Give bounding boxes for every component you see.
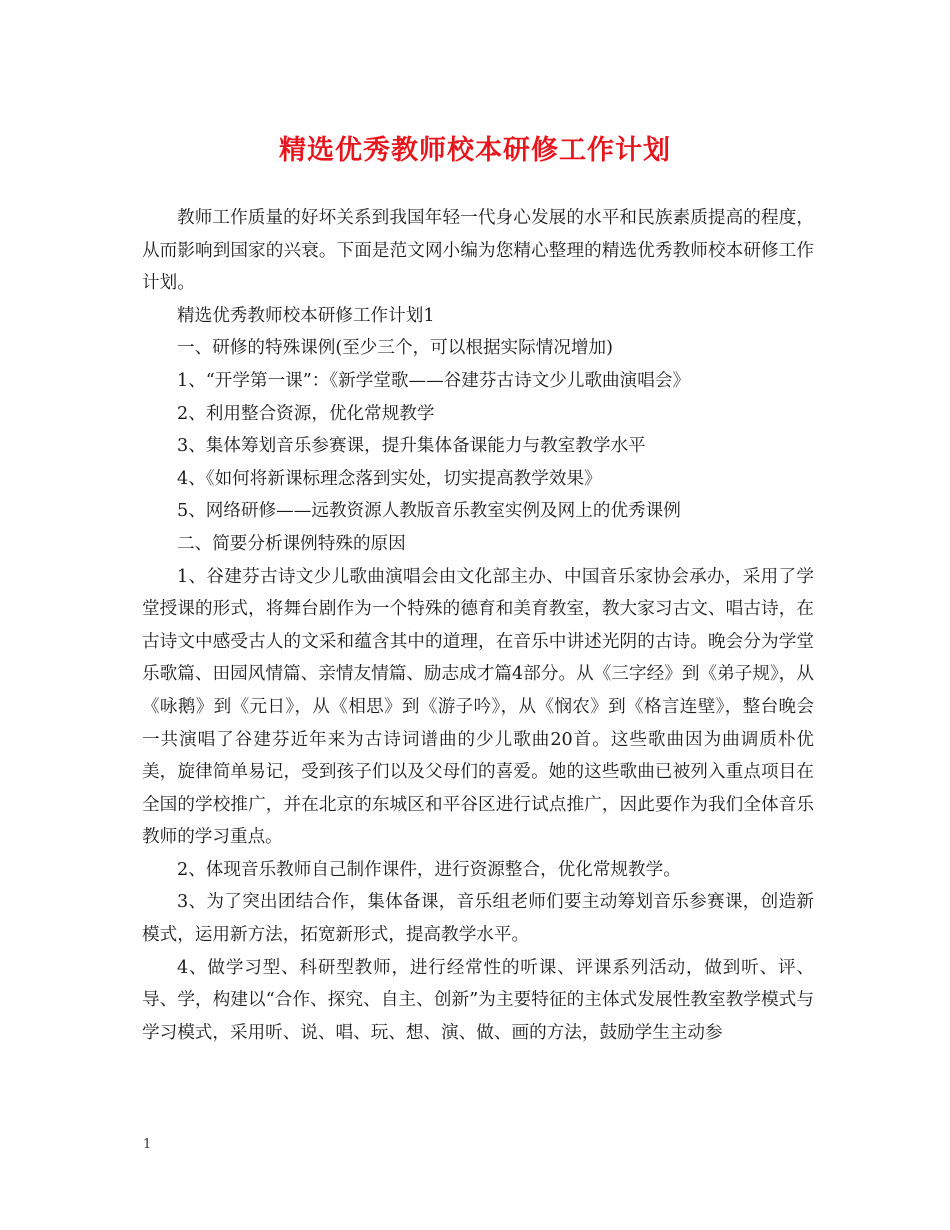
section-heading-1: 一、研修的特殊课例(至少三个，可以根据实际情况增加) [177,338,613,359]
body-paragraph: 4、做学习型、科研型教师，进行经常性的听课、评课系列活动，做到听、评、导、学，构建以“合作、探究、自主、创新”为主要特征的主体式发展性教室教学模式与学习模式，采用听、说、唱、玩、想、演、做、画的方法，鼓励学生主动参 [142,957,814,1043]
plan-heading: 精选优秀教师校本研修工作计划1 [177,305,435,326]
list-item: 5、网络研修——远教资源人教版音乐教室实例及网上的优秀课例 [177,501,681,522]
body-paragraph: 1、谷建芬古诗文少儿歌曲演唱会由文化部主办、中国音乐家协会承办，采用了学堂授课的形式，将舞台剧作为一个特殊的德育和美育教室，教大家习古文、唱古诗，在古诗文中感受古人的文采和蕴含其中的道理，在音乐中讲述光阴的古诗。晚会分为学堂乐歌篇、田园风情篇、亲情友情篇、励志成才篇4部分。从《三字经》到《弟子规》，从《咏鹅》到《元日》，从《相思》到《游子吟》，从《悯农》到《格言连壁》，整台晚会一共演唱了谷建芬近年来为古诗词谱曲的少儿歌曲20首。这些歌曲因为曲调质朴优美，旋律简单易记，受到孩子们以及父母们的喜爱。她的这些歌曲已被列入重点项目在全国的学校推广，并在北京的东城区和平谷区进行试点推广，因此要作为我们全体音乐教师的学习重点。 [142,566,814,848]
body-paragraph: 2、体现音乐教师自己制作课件，进行资源整合，优化常规教学。 [177,859,681,880]
intro-paragraph: 教师工作质量的好坏关系到我国年轻一代身心发展的水平和民族素质提高的程度，从而影响到国家的兴衰。下面是范文网小编为您精心整理的精选优秀教师校本研修工作计划。 [142,208,814,294]
list-item: 4、《如何将新课标理念落到实处，切实提高教学效果》 [177,468,602,489]
list-item: 1、“开学第一课”：《新学堂歌——谷建芬古诗文少儿歌曲演唱会》 [177,370,691,391]
list-item: 2、利用整合资源，优化常规教学 [177,403,435,424]
document-body [142,202,814,1049]
list-item: 3、集体筹划音乐参赛课，提升集体备课能力与教室教学水平 [177,436,646,457]
body-paragraph: 3、为了突出团结合作，集体备课，音乐组老师们要主动筹划音乐参赛课，创造新模式，运用新方法，拓宽新形式，提高教学水平。 [142,892,814,946]
page-number: 1 [143,1137,152,1152]
section-heading-2: 二、简要分析课例特殊的原因 [177,533,406,554]
document-title: 精选优秀教师校本研修工作计划 [279,135,671,166]
